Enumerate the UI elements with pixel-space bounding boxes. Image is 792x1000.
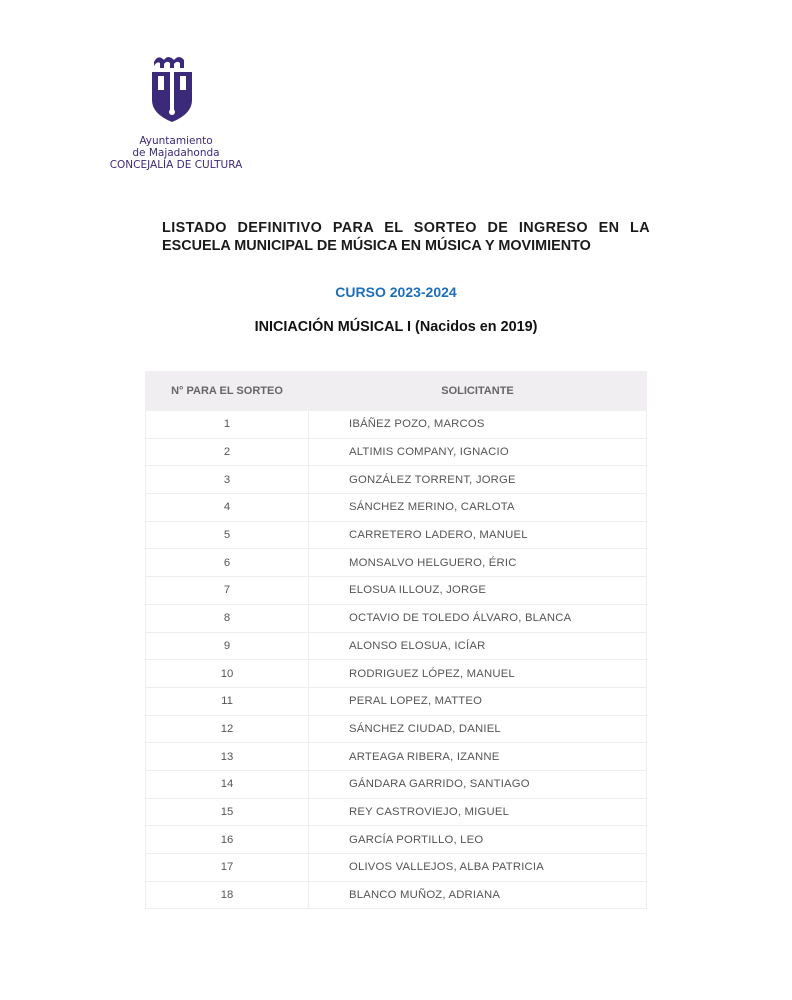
draw-number: 2 — [146, 438, 309, 466]
table-row — [146, 826, 647, 854]
applicant-name: OCTAVIO DE TOLEDO ÁLVARO, BLANCA — [309, 604, 647, 632]
draw-number: 15 — [146, 798, 309, 826]
column-header-applicant: SOLICITANTE — [309, 372, 647, 411]
draw-number: 1 — [146, 411, 309, 439]
draw-number: 17 — [146, 854, 309, 882]
table-row — [146, 604, 647, 632]
title-line-2: ESCUELA MUNICIPAL DE MÚSICA EN MÚSICA Y MOVIMIENTO — [162, 238, 591, 254]
table-row — [146, 438, 647, 466]
applicant-name: BLANCO MUÑOZ, ADRIANA — [309, 881, 647, 909]
applicant-name: ARTEAGA RIBERA, IZANNE — [309, 743, 647, 771]
table-row — [146, 632, 647, 660]
draw-number: 11 — [146, 687, 309, 715]
coat-of-arms-icon — [148, 52, 200, 124]
applicant-name: GONZÁLEZ TORRENT, JORGE — [309, 466, 647, 494]
table-row — [146, 466, 647, 494]
table-row — [146, 770, 647, 798]
applicant-name: GÁNDARA GARRIDO, SANTIAGO — [309, 770, 647, 798]
column-header-number: N° PARA EL SORTEO — [146, 372, 309, 411]
draw-number: 5 — [146, 521, 309, 549]
applicant-name: MONSALVO HELGUERO, ÉRIC — [309, 549, 647, 577]
applicant-name: OLIVOS VALLEJOS, ALBA PATRICIA — [309, 854, 647, 882]
draw-number: 16 — [146, 826, 309, 854]
draw-number: 14 — [146, 770, 309, 798]
applicant-name: ALTIMIS COMPANY, IGNACIO — [309, 438, 647, 466]
org-department: CONCEJALÍA DE CULTURA — [109, 159, 243, 171]
title-line-1: LISTADO DEFINITIVO PARA EL SORTEO DE INGRESO EN LA — [162, 220, 650, 236]
majadahonda-logo — [106, 52, 246, 176]
document-title — [162, 219, 650, 255]
applicant-name: ELOSUA ILLOUZ, JORGE — [309, 577, 647, 605]
applicant-name: IBÁÑEZ POZO, MARCOS — [309, 411, 647, 439]
table-row — [146, 743, 647, 771]
applicant-name: SÁNCHEZ CIUDAD, DANIEL — [309, 715, 647, 743]
draw-number: 12 — [146, 715, 309, 743]
table-row — [146, 521, 647, 549]
draw-number: 9 — [146, 632, 309, 660]
table-row — [146, 881, 647, 909]
table-row — [146, 715, 647, 743]
draw-number: 18 — [146, 881, 309, 909]
table-row — [146, 494, 647, 522]
applicant-name: PERAL LOPEZ, MATTEO — [309, 687, 647, 715]
applicant-name: SÁNCHEZ MERINO, CARLOTA — [309, 494, 647, 522]
applicant-name: REY CASTROVIEJO, MIGUEL — [309, 798, 647, 826]
applicant-name: RODRIGUEZ LÓPEZ, MANUEL — [309, 660, 647, 688]
table-header-row — [146, 372, 647, 411]
table-row — [146, 854, 647, 882]
applicant-name: CARRETERO LADERO, MANUEL — [309, 521, 647, 549]
table-row — [146, 577, 647, 605]
applicants-table — [145, 371, 647, 909]
org-name-line2: de Majadahonda — [132, 147, 220, 159]
draw-number: 8 — [146, 604, 309, 632]
draw-number: 10 — [146, 660, 309, 688]
applicant-name: GARCÍA PORTILLO, LEO — [309, 826, 647, 854]
applicant-name: ALONSO ELOSUA, ICÍAR — [309, 632, 647, 660]
table-row — [146, 411, 647, 439]
table-row — [146, 549, 647, 577]
org-name-line1: Ayuntamiento — [139, 135, 213, 147]
draw-number: 6 — [146, 549, 309, 577]
section-subtitle: INICIACIÓN MÚSICAL I (Nacidos en 2019) — [254, 319, 538, 335]
table-row — [146, 798, 647, 826]
table-row — [146, 687, 647, 715]
draw-number: 13 — [146, 743, 309, 771]
draw-number: 4 — [146, 494, 309, 522]
course-year: CURSO 2023-2024 — [335, 284, 457, 300]
table-row — [146, 660, 647, 688]
draw-number: 7 — [146, 577, 309, 605]
draw-number: 3 — [146, 466, 309, 494]
